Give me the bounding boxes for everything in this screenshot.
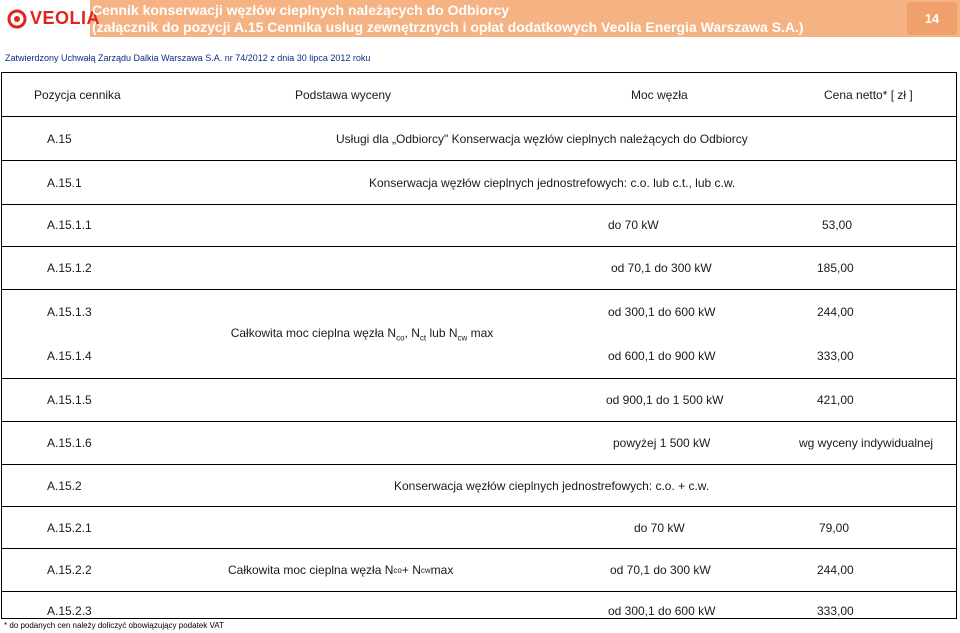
price-table: [1, 72, 957, 619]
logo-text: VEOLIA: [30, 8, 101, 28]
table-row-a15: [2, 117, 956, 161]
table-row: [2, 549, 956, 592]
row-description: Konserwacja węzłów cieplnych jednostrefowych: c.o. lub c.t., lub c.w.: [369, 175, 736, 190]
row-code: A.15.1.4: [47, 349, 92, 363]
row-code: A.15.2.3: [47, 604, 92, 618]
logo: [0, 0, 101, 37]
row-code: A.15.1.6: [47, 436, 92, 450]
basis-text: Całkowita moc cieplna węzła $N_{co}$, $N_{ct}$ lub $N_{cw}$ max: [230, 325, 494, 343]
title-line-1: Cennik konserwacji węzłów cieplnych należących do Odbiorcy: [92, 2, 510, 18]
row-description: Usługi dla „Odbiorcy" Konserwacja węzłów cieplnych należących do Odbiorcy: [336, 131, 748, 146]
row-power: od 900,1 do 1 500 kW: [606, 393, 724, 407]
col-header-position: Pozycja cennika: [34, 87, 121, 102]
row-code: A.15.1.2: [47, 261, 92, 275]
row-description: Konserwacja węzłów cieplnych jednostrefowych: c.o. + c.w.: [394, 478, 710, 493]
table-row: [2, 422, 956, 465]
row-power: od 600,1 do 900 kW: [608, 349, 716, 363]
row-price: 244,00: [817, 563, 854, 577]
row-code: A.15.1.3: [47, 305, 92, 319]
row-code: A.15.1.1: [47, 218, 92, 232]
footnote: * do podanych cen należy doliczyć obowiązujący podatek VAT: [4, 621, 224, 630]
table-row: [2, 507, 956, 549]
row-power: powyżej 1 500 kW: [613, 436, 711, 450]
row-code: A.15.2.2: [47, 563, 92, 577]
page-number: 14: [907, 2, 957, 35]
row-power: od 70,1 do 300 kW: [610, 563, 711, 577]
header-band: [0, 0, 960, 37]
approval-note: Zatwierdzony Uchwałą Zarządu Dalkia Warszawa S.A. nr 74/2012 z dnia 30 lipca 2012 roku: [5, 53, 371, 63]
page-title: [92, 2, 804, 36]
title-line-2: (załącznik do pozycji A.15 Cennika usług zewnętrznych i opłat dodatkowych Veolia Energia Warszawa S.A.): [92, 19, 804, 35]
row-power: od 300,1 do 600 kW: [608, 604, 716, 618]
table-row: [2, 379, 956, 422]
row-power: od 300,1 do 600 kW: [608, 305, 716, 319]
row-power: do 70 kW: [634, 520, 685, 535]
group1-basis: [212, 290, 512, 378]
table-header-row: [2, 73, 956, 117]
table-row: [2, 592, 956, 618]
row-price: 421,00: [817, 393, 854, 407]
merged-rows: [2, 290, 956, 379]
col-header-price: Cena netto* [ zł ]: [824, 87, 913, 102]
row-price: 333,00: [817, 349, 854, 363]
table-row: [2, 247, 956, 290]
row-price: 333,00: [817, 604, 854, 618]
table-row-a152: [2, 465, 956, 507]
row-code: A.15.1.5: [47, 393, 92, 407]
row-price: wg wyceny indywidualnej: [799, 436, 934, 450]
row-code: A.15: [47, 131, 72, 146]
group2-basis: Całkowita moc cieplna węzła N co + N cw max: [228, 563, 454, 577]
veolia-logo-icon: [7, 9, 27, 29]
row-code: A.15.1: [47, 175, 82, 190]
row-price: 185,00: [817, 261, 854, 275]
table-row-a151: [2, 161, 956, 205]
row-price: 244,00: [817, 305, 854, 319]
col-header-basis: Podstawa wyceny: [295, 87, 392, 102]
row-power: od 70,1 do 300 kW: [611, 261, 712, 275]
row-price: 53,00: [822, 218, 853, 232]
row-code: A.15.2: [47, 478, 82, 493]
row-power: do 70 kW: [608, 218, 659, 232]
col-header-power: Moc węzła: [631, 87, 688, 102]
row-code: A.15.2.1: [47, 520, 92, 535]
row-price: 79,00: [819, 520, 850, 535]
table-row: [2, 204, 956, 247]
